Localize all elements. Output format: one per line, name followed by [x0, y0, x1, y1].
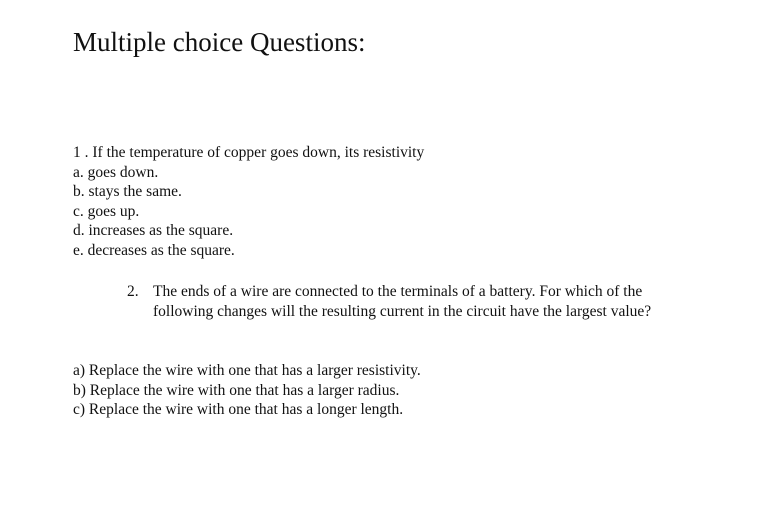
question-2-option-a: a) Replace the wire with one that has a larger resistivity. — [73, 362, 421, 379]
question-2-option-c: c) Replace the wire with one that has a longer length. — [73, 401, 404, 419]
question-1-option-b: b. stays the same. — [73, 183, 182, 201]
question-2-option-b: b) Replace the wire with one that has a larger radius. — [73, 381, 400, 399]
page-title: Multiple choice Questions: — [73, 27, 366, 57]
question-1-stem: 1 . If the temperature of copper goes down, its resistivity — [73, 144, 425, 161]
question-1-option-d: d. increases as the square. — [73, 222, 234, 240]
question-2-number: 2. — [127, 283, 139, 300]
question-2-stem: The ends of a wire are connected to the terminals of a battery. For which of the following changes will the resulting current in the circuit have the largest value? — [153, 283, 652, 320]
question-2 — [127, 282, 697, 321]
question-1-option-a: a. goes down. — [73, 163, 159, 181]
question-2-options — [73, 361, 421, 420]
question-1-option-e: e. decreases as the square. — [73, 241, 235, 259]
question-1 — [73, 143, 424, 261]
question-1-option-c: c. goes up. — [73, 202, 140, 220]
